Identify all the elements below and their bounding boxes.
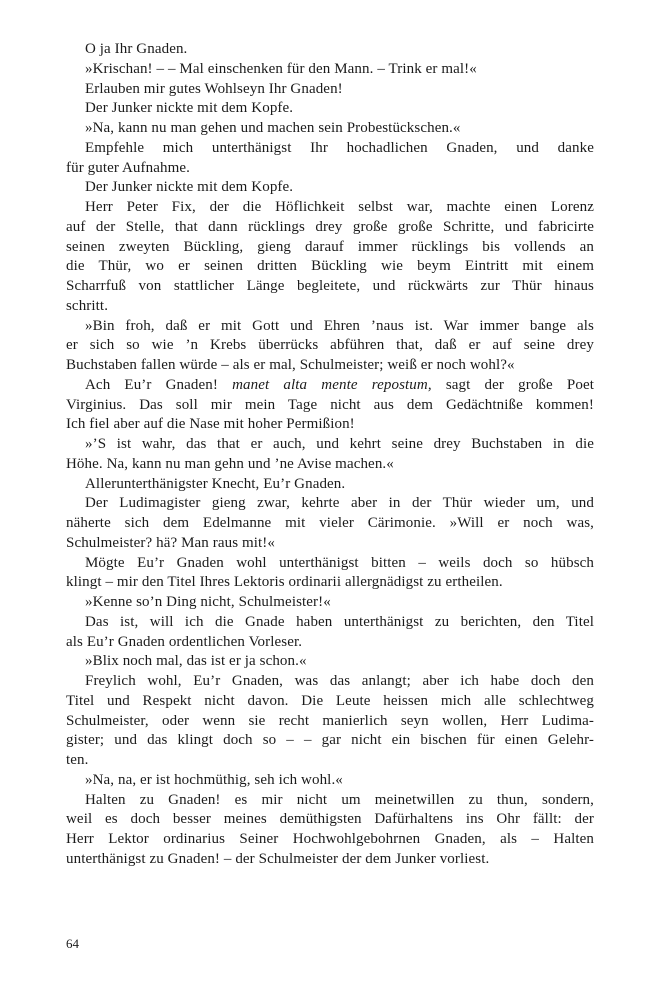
page-text xyxy=(66,40,594,870)
text-segment: weil es doch besser meines demüthigsten Dafürhaltens ins Ohr fällt: der xyxy=(66,811,594,828)
text-line xyxy=(66,494,594,514)
text-segment: »Blix noch mal, das ist er ja schon.« xyxy=(85,653,307,670)
text-line xyxy=(66,534,594,554)
text-line xyxy=(66,830,594,850)
text-line xyxy=(66,435,594,455)
text-line xyxy=(66,238,594,258)
text-line xyxy=(66,80,594,100)
text-line xyxy=(66,810,594,830)
text-line xyxy=(66,731,594,751)
text-segment: gister; und das klingt doch so – – gar nicht ein bischen für einen Gelehr- xyxy=(66,732,594,749)
text-segment: Herr Lektor ordinarius Seiner Hochwohlgebohrnen Gnaden, als – Halten xyxy=(66,831,594,847)
text-line xyxy=(66,652,594,672)
text-line xyxy=(66,672,594,692)
text-line xyxy=(66,178,594,198)
text-line xyxy=(66,771,594,791)
text-line xyxy=(66,376,594,396)
text-line xyxy=(66,712,594,732)
text-segment: Empfehle mich unterthänigst Ihr hochadlichen Gnaden, und danke xyxy=(85,139,594,156)
text-segment: als Eu’r Gnaden ordentlichen Vorleser. xyxy=(66,633,303,650)
text-line xyxy=(66,593,594,613)
text-segment: »Kenne so’n Ding nicht, Schulmeister!« xyxy=(85,594,331,610)
text-segment: Der Junker nickte mit dem Kopfe. xyxy=(85,100,294,117)
text-segment: er sich so wie ’n Krebs überrücks abführen that, daß er auf seine drey xyxy=(66,337,594,354)
text-segment: »Bin froh, daß er mit Gott und Ehren ’naus ist. War immer bange als xyxy=(85,317,594,334)
text-segment: Schulmeister, oder wenn sie recht manierlich seyn wollen, Herr Ludima- xyxy=(66,712,594,729)
text-line xyxy=(66,475,594,495)
text-segment: Halten zu Gnaden! es mir nicht um meinetwillen zu thun, sondern, xyxy=(85,791,594,808)
text-segment: Buchstaben fallen würde – als er mal, Schulmeister; weiß er noch wohl?« xyxy=(66,357,515,373)
text-segment: auf der Stelle, that dann rücklings drey große große Schritte, und fabricirte xyxy=(66,218,594,235)
text-line xyxy=(66,198,594,218)
text-line xyxy=(66,60,594,80)
text-segment: Virginius. Das soll mir mein Tage nicht aus dem Gedächtniße kommen! xyxy=(66,396,594,413)
text-segment: sagt der große Poet xyxy=(431,376,594,393)
text-line xyxy=(66,257,594,277)
italic-text-segment: manet alta mente repostum, xyxy=(232,376,432,393)
text-segment: Allerunterthänigster Knecht, Eu’r Gnaden. xyxy=(85,475,346,492)
text-segment: Das ist, will ich die Gnade haben unterthänigst zu berichten, den Titel xyxy=(85,613,594,630)
text-line xyxy=(66,356,594,376)
text-line xyxy=(66,159,594,179)
text-segment: »’S ist wahr, das that er auch, und kehrt seine drey Buchstaben in die xyxy=(85,436,594,452)
text-segment: ten. xyxy=(66,752,89,768)
text-segment: Scharrfuß von stattlicher Länge begleitete, und rückwärts zur Thür hinaus xyxy=(66,278,594,294)
text-segment: Erlauben mir gutes Wohlseyn Ihr Gnaden! xyxy=(85,80,343,97)
text-line xyxy=(66,850,594,870)
text-line xyxy=(66,218,594,238)
text-segment: die Thür, wo er seinen dritten Bückling wie beym Eintritt mit einem xyxy=(66,258,594,275)
text-line xyxy=(66,573,594,593)
text-segment: näherte sich dem Edelmanne mit vieler Cärimonie. »Will er noch was, xyxy=(66,515,594,531)
text-line xyxy=(66,297,594,317)
text-segment: »Na, na, er ist hochmüthig, seh ich wohl.« xyxy=(85,771,343,788)
text-segment: O ja Ihr Gnaden. xyxy=(85,41,188,57)
text-line xyxy=(66,40,594,60)
text-line xyxy=(66,119,594,139)
text-line xyxy=(66,317,594,337)
text-segment: unterthänigst zu Gnaden! – der Schulmeister der dem Junker vorliest. xyxy=(66,850,490,867)
text-line xyxy=(66,613,594,633)
text-line xyxy=(66,396,594,416)
text-segment: klingt – mir den Titel Ihres Lektoris ordinarii allergnädigst zu ertheilen. xyxy=(66,574,503,591)
text-line xyxy=(66,277,594,297)
text-line xyxy=(66,139,594,159)
text-segment: »Krischan! – – Mal einschenken für den Mann. – Trink er mal!« xyxy=(85,60,477,77)
text-segment: Mögte Eu’r Gnaden wohl unterthänigst bitten – weils doch so hübsch xyxy=(85,554,594,571)
text-segment: Herr Peter Fix, der die Höflichkeit selbst war, machte einen Lorenz xyxy=(85,199,594,215)
text-line xyxy=(66,692,594,712)
text-line xyxy=(66,415,594,435)
text-line xyxy=(66,336,594,356)
text-segment: Der Ludimagister gieng zwar, kehrte aber in der Thür wieder um, und xyxy=(85,495,594,512)
text-line xyxy=(66,633,594,653)
text-segment: »Na, kann nu man gehen und machen sein Probestückschen.« xyxy=(85,120,461,136)
text-line xyxy=(66,554,594,574)
text-segment: seinen zweyten Bückling, gieng darauf immer rücklings bis vollends an xyxy=(66,238,594,255)
text-segment: für guter Aufnahme. xyxy=(66,159,190,176)
text-segment: Ach Eu’r Gnaden! xyxy=(85,376,233,393)
text-segment: Titel und Respekt nicht davon. Die Leute heissen mich alle schlechtweg xyxy=(66,692,594,709)
text-line xyxy=(66,514,594,534)
text-line xyxy=(66,99,594,119)
text-line xyxy=(66,455,594,475)
text-segment: Ich fiel aber auf die Nase mit hoher Permißion! xyxy=(66,416,355,433)
page-number: 64 xyxy=(66,936,79,951)
text-segment: Freylich wohl, Eu’r Gnaden, was das anlangt; aber ich habe doch den xyxy=(85,673,594,689)
text-segment: schritt. xyxy=(66,297,109,314)
text-segment: Der Junker nickte mit dem Kopfe. xyxy=(85,179,294,196)
text-line xyxy=(66,791,594,811)
text-segment: Schulmeister? hä? Man raus mit!« xyxy=(66,534,275,551)
text-segment: Höhe. Na, kann nu man gehn und ’ne Avise machen.« xyxy=(66,455,394,472)
text-line xyxy=(66,751,594,771)
